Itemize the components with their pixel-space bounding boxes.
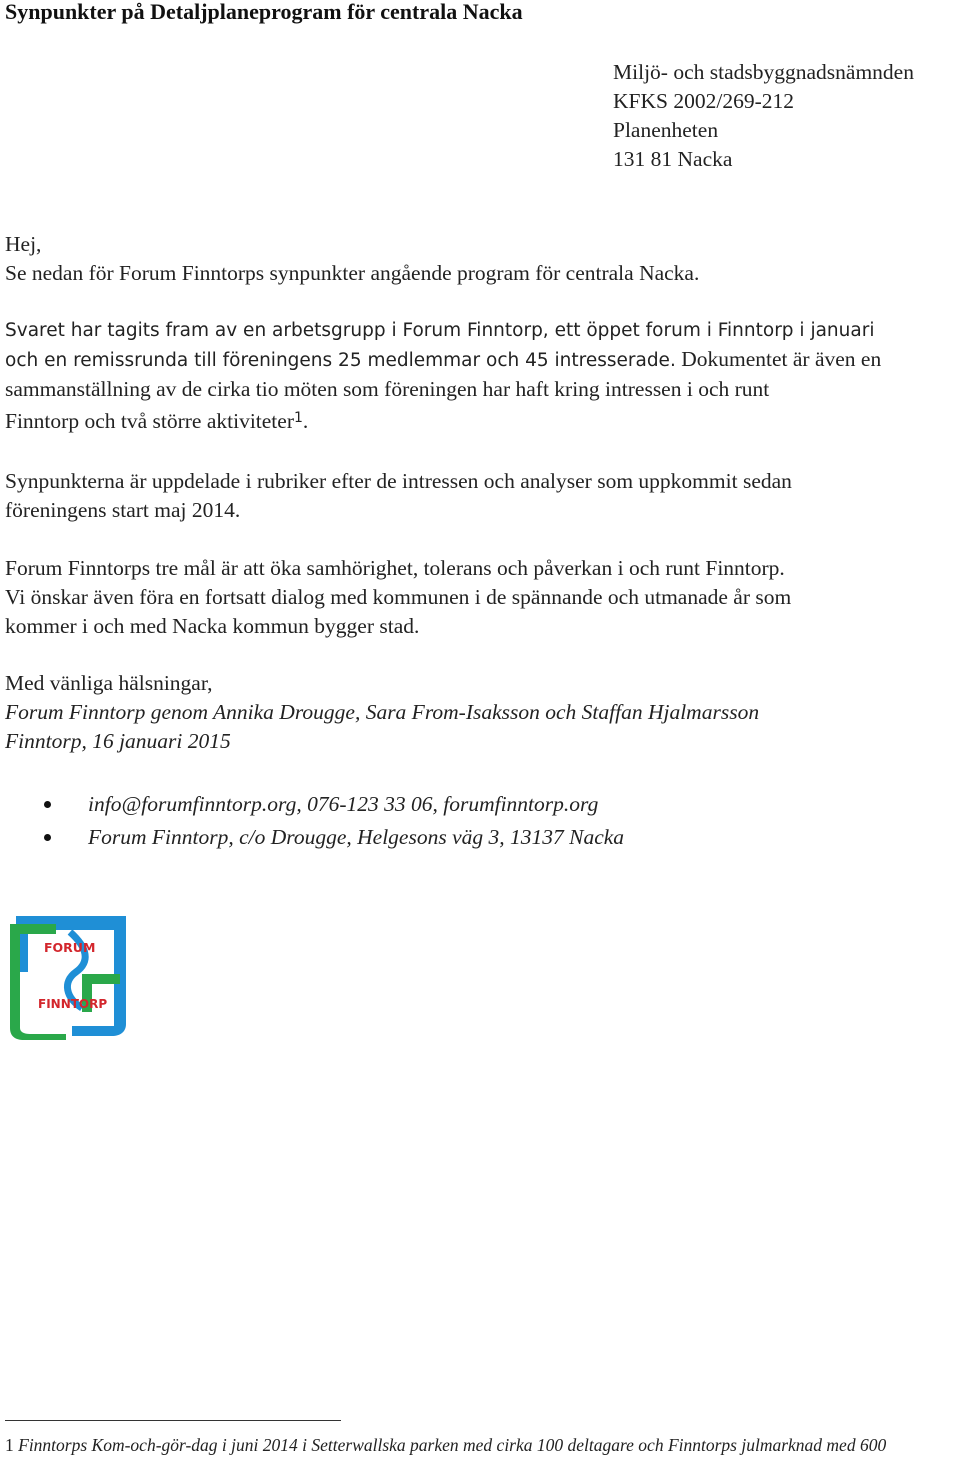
recipient-line: KFKS 2002/269-212 [613, 89, 794, 113]
paragraph-segment: och en remissrunda till föreningens 25 medlemmar och 45 intresserade. [5, 350, 676, 371]
recipient-line: 131 81 Nacka [613, 147, 733, 171]
logo-green-shape [10, 982, 66, 1040]
footnote-separator [5, 1420, 341, 1421]
contact-item [44, 788, 624, 821]
paragraph-line: kommer i och med Nacka kommun bygger stad. [5, 614, 420, 638]
closing-regards: Med vänliga hälsningar, [5, 671, 213, 695]
signature-line: Forum Finntorp genom Annika Drougge, Sara From-Isaksson och Staffan Hjalmarsson [5, 700, 760, 724]
contact-item [44, 821, 624, 854]
bullet-icon [44, 834, 51, 841]
footnote-text: Finntorps Kom-och-gör-dag i juni 2014 i Setterwallska parken med cirka 100 deltagare och Finntorps julmarknad med 600 [18, 1435, 887, 1455]
svaret-paragraph [5, 316, 960, 436]
paragraph-segment: Finntorp och två större aktiviteter [5, 409, 294, 433]
logo-bottom-text: FINNTORP [38, 997, 108, 1011]
recipient-line: Planenheten [613, 118, 719, 142]
logo-green-shape [10, 924, 56, 990]
paragraph-line: sammanställning av de cirka tio möten som föreningen har haft kring intressen i och runt [5, 377, 770, 401]
greeting-paragraph [5, 230, 960, 288]
paragraph-segment: . [302, 409, 309, 433]
footnote-number: 1 [5, 1435, 14, 1455]
paragraph-line [5, 404, 960, 436]
synpunkterna-paragraph [5, 467, 960, 525]
paragraph-line: Vi önskar även föra en fortsatt dialog med kommunen i de spännande och utmanade år som [5, 585, 792, 609]
closing-block [5, 669, 960, 756]
footnote-reference: 1 [293, 410, 303, 426]
contact-list [44, 788, 624, 854]
paragraph-segment: Dokumentet är även en [675, 347, 882, 371]
paragraph-line: Svaret har tagits fram av en arbetsgrupp i Forum Finntorp, ett öppet forum i Finntorp i januari [5, 320, 875, 341]
paragraph-line [5, 345, 960, 375]
paragraph-line: Forum Finntorps tre mål är att öka samhörighet, tolerans och påverkan i och runt Finntorp. [5, 556, 785, 580]
contact-text: info@forumfinntorp.org, 076-123 33 06, forumfinntorp.org [88, 792, 599, 816]
document-title: Synpunkter på Detaljplaneprogram för centrala Nacka [5, 0, 523, 24]
greeting-hello: Hej, [5, 232, 42, 256]
recipient-address [613, 58, 914, 174]
bullet-icon [44, 801, 51, 808]
logo-top-text: FORUM [44, 940, 96, 955]
goals-paragraph [5, 554, 960, 641]
forum-finntorp-logo [10, 912, 132, 1040]
paragraph-line: föreningens start maj 2014. [5, 498, 241, 522]
footnote [5, 1433, 886, 1457]
paragraph-line: Synpunkterna är uppdelade i rubriker efter de intressen och analyser som uppkommit sedan [5, 469, 792, 493]
greeting-intro: Se nedan för Forum Finntorps synpunkter angående program för centrala Nacka. [5, 261, 700, 285]
place-date-line: Finntorp, 16 januari 2015 [5, 729, 231, 753]
recipient-line: Miljö- och stadsbyggnadsnämnden [613, 60, 914, 84]
contact-text: Forum Finntorp, c/o Drougge, Helgesons väg 3, 13137 Nacka [88, 825, 625, 849]
